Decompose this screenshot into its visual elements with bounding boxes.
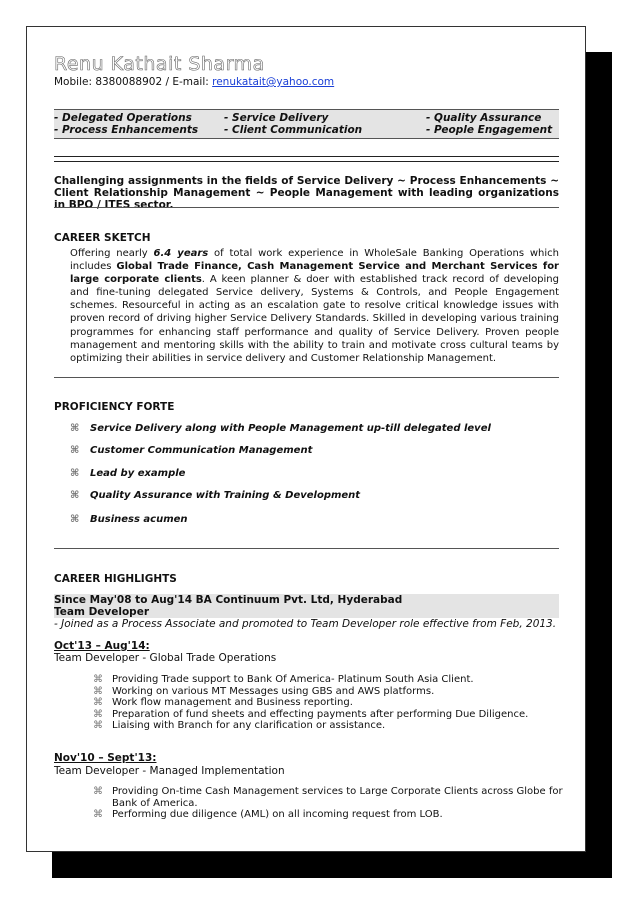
bullet-icon: ⌘	[93, 809, 103, 820]
duty-item: ⌘ Liaising with Branch for any clarification or assistance.	[93, 720, 386, 731]
resume-page	[26, 26, 586, 852]
email-link[interactable]: renukatait@yahoo.com	[212, 76, 335, 88]
proficiency-item: ⌘ Service Delivery along with People Management up-till delegated level	[70, 423, 491, 434]
duty-item: ⌘ Working on various MT Messages using GBS and AWS platforms.	[93, 685, 435, 697]
page-shadow-bottom	[52, 852, 612, 878]
duty-item: ⌘ Providing Trade support to Bank Of America- Platinum South Asia Client.	[93, 674, 474, 685]
key-skills-box	[54, 109, 559, 139]
period-role: Team Developer - Managed Implementation	[54, 765, 285, 777]
proficiency-item: ⌘ Quality Assurance with Training & Development	[70, 490, 361, 501]
promotion-note: - Joined as a Process Associate and promoted to Team Developer role effective from Feb, 2013.	[54, 618, 557, 630]
skill-item: - Process Enhancements	[54, 124, 199, 136]
company-line: Since May'08 to Aug'14 BA Continuum Pvt. Ltd, Hyderabad	[54, 594, 403, 606]
skill-item: - Quality Assurance	[426, 112, 542, 124]
bullet-icon: ⌘	[93, 786, 103, 797]
skill-item: - Delegated Operations	[54, 112, 192, 124]
company-role: Team Developer	[54, 606, 150, 618]
duties-list	[93, 786, 563, 821]
duty-item: ⌘ Work flow management and Business reporting.	[93, 697, 353, 708]
section-heading-career-sketch: CAREER SKETCH	[54, 232, 151, 244]
period-title: Oct'13 – Aug'14:	[54, 640, 150, 652]
company-box	[54, 594, 559, 618]
section-heading-career-highlights: CAREER HIGHLIGHTS	[54, 573, 177, 585]
proficiency-item: ⌘ Business acumen	[70, 514, 188, 525]
bullet-icon: ⌘	[70, 514, 80, 525]
skill-item: - People Engagement	[426, 124, 553, 136]
period-title: Nov'10 – Sept'13:	[54, 752, 157, 764]
experience-years: 6.4 years	[153, 248, 209, 259]
bullet-icon: ⌘	[93, 708, 103, 720]
specialization: Global Trade Finance, Cash Management Service and Merchant Services for large corporate clients	[70, 261, 559, 286]
bullet-icon: ⌘	[70, 468, 80, 479]
skill-item: - Service Delivery	[224, 112, 329, 124]
divider	[54, 548, 559, 549]
bullet-icon: ⌘	[70, 445, 80, 456]
double-divider	[54, 156, 559, 162]
duty-item: ⌘ Preparation of fund sheets and effecting payments after performing Due Diligence.	[93, 708, 529, 720]
contact-line	[54, 76, 334, 88]
period-role: Team Developer - Global Trade Operations	[54, 652, 277, 664]
duties-list	[93, 674, 563, 732]
section-heading-proficiency: PROFICIENCY FORTE	[54, 401, 175, 413]
contact-mobile: Mobile: 8380088902 / E-mail:	[54, 76, 213, 88]
skill-item: - Client Communication	[224, 124, 363, 136]
proficiency-item: ⌘ Customer Communication Management	[70, 445, 313, 456]
bullet-icon: ⌘	[93, 685, 103, 697]
bullet-icon: ⌘	[93, 697, 103, 708]
proficiency-item: ⌘ Lead by example	[70, 468, 186, 479]
bullet-icon: ⌘	[70, 490, 80, 501]
duty-item: ⌘ Providing On-time Cash Management services to Large Corporate Clients across Globe for Bank of America.	[93, 786, 563, 809]
career-sketch-paragraph: Offering nearly 6.4 years of total work experience in WholeSale Banking Operations which includes Global Trade Finance, Cash Management Service and Merchant Services for large corporate clients. A keen planner & doer with established track record of developing and fine-tuning delegated Service delivery, Systems & Controls, and People Engagement schemes. Resourceful in acting as an escalation gate to resolve critical knowledge issues with proven record of driving higher Service Delivery Standards. Skilled in developing various training programmes for enhancing staff performance and quality of Service Delivery. Proven people management and mentoring skills with the ability to train and motivate cross cultural teams by optimizing their abilities in service delivery and Customer Relationship Management.	[70, 248, 559, 364]
candidate-name: Renu Kathait Sharma	[54, 53, 265, 75]
duty-item: ⌘ Performing due diligence (AML) on all incoming request from LOB.	[93, 809, 443, 820]
divider	[54, 207, 559, 208]
bullet-icon: ⌘	[70, 423, 80, 434]
page-shadow-right	[586, 52, 612, 878]
objective-summary: Challenging assignments in the fields of Service Delivery ~ Process Enhancements ~ Client Relationship Management ~ People Management with leading organizations in BPO / ITES sector.	[54, 175, 559, 211]
bullet-icon: ⌘	[93, 674, 103, 685]
divider	[54, 377, 559, 378]
bullet-icon: ⌘	[93, 720, 103, 731]
